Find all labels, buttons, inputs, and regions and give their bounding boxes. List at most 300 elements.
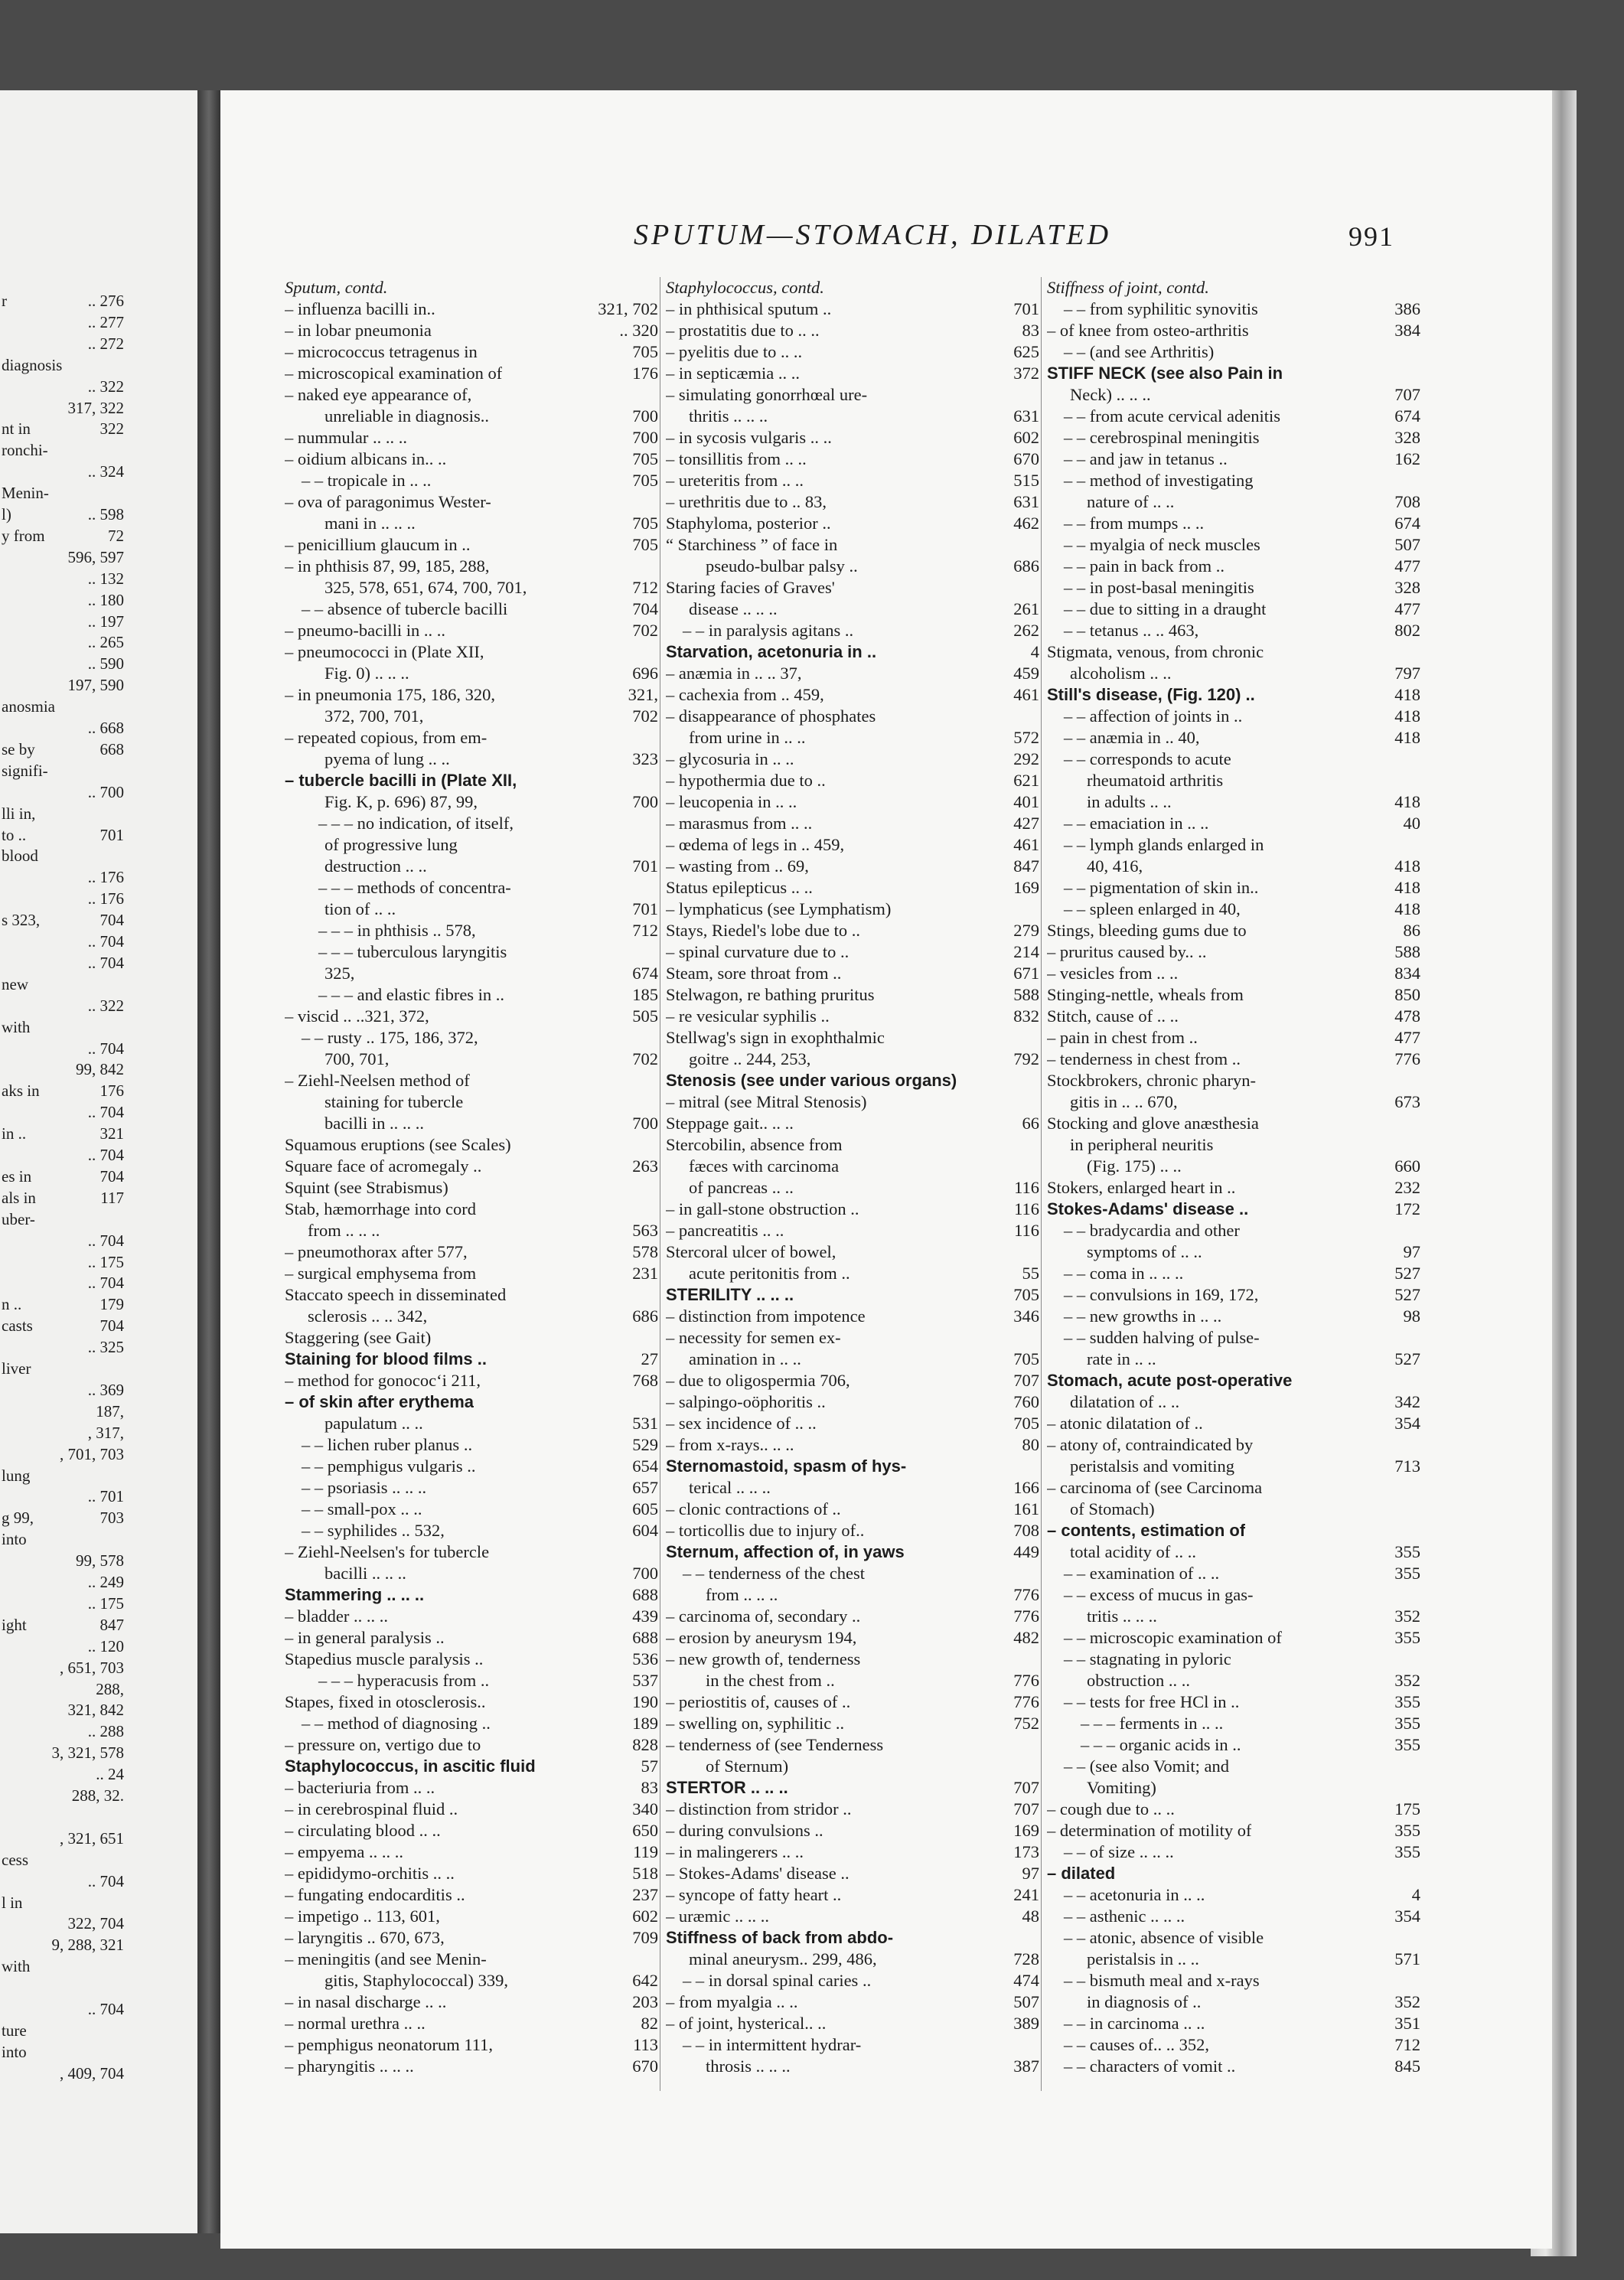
index-entry — [1047, 727, 1420, 749]
index-entry — [666, 1306, 1039, 1327]
index-entry-pages: 588 — [1394, 942, 1420, 961]
index-entry — [1047, 1563, 1420, 1584]
index-entry-term: – – – ferments in .. .. — [1081, 1714, 1224, 1733]
index-entry-term: – uræmic .. .. .. — [666, 1907, 769, 1926]
index-entry-pages: 418 — [1394, 899, 1420, 918]
index-entry — [285, 1906, 658, 1927]
index-entry-pages: 828 — [632, 1735, 658, 1754]
index-entry-term: 372, 700, 701, — [324, 706, 424, 726]
left-page-text: signifi- — [2, 761, 48, 780]
index-entry-pages: 80 — [1022, 1435, 1039, 1454]
index-entry-pages: 372 — [1013, 364, 1039, 383]
index-entry-term: – in phthisis 87, 99, 185, 288, — [285, 556, 490, 576]
index-entry — [666, 1156, 1039, 1177]
index-entry-pages: 707 — [1013, 1799, 1039, 1818]
index-entry-term: – – myalgia of neck muscles — [1064, 535, 1260, 554]
index-entry-pages: 847 — [1013, 856, 1039, 876]
index-entry-pages: 768 — [632, 1371, 658, 1390]
index-entry-pages: 850 — [1394, 985, 1420, 1004]
left-page-text: liver — [2, 1359, 31, 1378]
index-entry-pages: 162 — [1394, 449, 1420, 468]
index-entry — [285, 963, 658, 984]
index-entry — [666, 706, 1039, 727]
index-entry-term: acute peritonitis from .. — [689, 1264, 850, 1283]
index-entry-term: 700, 701, — [324, 1049, 390, 1068]
index-entry-term: – pancreatitis .. .. — [666, 1221, 784, 1240]
index-entry-pages: 605 — [632, 1499, 658, 1518]
index-entry-pages: 482 — [1013, 1628, 1039, 1647]
left-page-pages: 117 — [100, 1188, 124, 1207]
index-entry-term: throsis .. .. .. — [706, 2057, 791, 2076]
index-entry-pages: 328 — [1394, 428, 1420, 447]
left-page-pages: .. 120 — [87, 1636, 124, 1655]
index-entry-pages: 631 — [1013, 406, 1039, 426]
index-entry — [666, 1756, 1039, 1777]
index-entry-term: Stercobilin, absence from — [666, 1135, 843, 1154]
index-entry — [285, 1327, 658, 1349]
left-page-pages: 322, 704 — [67, 1914, 124, 1933]
index-entry — [1047, 941, 1420, 963]
index-entry-pages: 169 — [1013, 1821, 1039, 1840]
index-entry-pages — [654, 941, 658, 963]
index-entry — [285, 856, 658, 877]
left-page-text: l in — [2, 1893, 23, 1912]
index-entry-term: – pneumo-bacilli in .. .. — [285, 621, 445, 640]
index-entry — [666, 491, 1039, 513]
left-page-pages: .. 668 — [87, 719, 124, 737]
index-entry-pages: 321, — [628, 685, 658, 704]
index-entry-term: – – (see also Vomit; and — [1064, 1756, 1230, 1776]
index-entry-pages: 119 — [633, 1842, 658, 1861]
index-entry-pages: 507 — [1013, 1992, 1039, 2011]
index-entry-term: 325, — [324, 964, 355, 983]
index-entry-term: dilatation of .. .. — [1070, 1392, 1180, 1411]
index-entry — [666, 1177, 1039, 1199]
index-entry-pages — [1416, 1499, 1420, 1520]
index-entry-term: – – (and see Arthritis) — [1064, 342, 1215, 361]
index-entry-pages: 351 — [1394, 2014, 1420, 2033]
index-entry-pages: 97 — [1022, 1864, 1039, 1883]
index-entry-pages: 386 — [1394, 299, 1420, 318]
index-entry-term: Stocking and glove anæsthesia — [1047, 1114, 1259, 1133]
index-entry-term: – of joint, hysterical.. .. — [666, 2014, 827, 2033]
index-entry-term: thritis .. .. .. — [689, 406, 768, 426]
index-entry — [285, 577, 658, 599]
index-entry-term: – – stagnating in pyloric — [1064, 1649, 1231, 1668]
index-entry-term: – – convulsions in 169, 172, — [1064, 1285, 1259, 1304]
left-page-text: ture — [2, 2021, 27, 2040]
index-entry-term: – – pemphigus vulgaris .. — [302, 1456, 476, 1476]
index-entry — [1047, 663, 1420, 684]
left-page-text: aks in — [2, 1081, 40, 1101]
index-entry-term: – œdema of legs in .. 459, — [666, 835, 845, 854]
index-entry-term: Square face of acromegaly .. — [285, 1156, 482, 1176]
index-entry-term: Stinging-nettle, wheals from — [1047, 985, 1244, 1004]
index-entry — [1047, 1434, 1420, 1456]
index-entry-term: – sex incidence of .. .. — [666, 1414, 817, 1433]
index-entry — [666, 534, 1039, 556]
index-entry-term: – – from syphilitic synovitis — [1064, 299, 1258, 318]
index-entry — [666, 834, 1039, 856]
index-entry-pages — [1416, 363, 1420, 384]
index-entry-pages: 27 — [641, 1349, 658, 1368]
index-entry-term: amination in .. .. — [689, 1349, 801, 1368]
index-column-2 — [666, 277, 1039, 2077]
index-entry-term: – – – no indication, of itself, — [318, 814, 514, 833]
index-entry — [666, 641, 1039, 663]
index-entry — [666, 406, 1039, 427]
left-page-text: casts — [2, 1316, 33, 1336]
index-entry-pages: 712 — [1394, 2035, 1420, 2054]
index-entry — [1047, 984, 1420, 1006]
index-entry — [1047, 1027, 1420, 1049]
index-entry — [666, 1391, 1039, 1413]
index-entry-term: – – method of diagnosing .. — [302, 1714, 491, 1733]
index-entry-pages: 189 — [632, 1714, 658, 1733]
index-entry — [666, 1884, 1039, 1906]
index-entry — [666, 1734, 1039, 1756]
index-entry-pages: 702 — [632, 621, 658, 640]
index-entry — [1047, 877, 1420, 899]
index-entry-pages: 55 — [1022, 1264, 1039, 1283]
index-entry-term: – pain in chest from .. — [1047, 1028, 1198, 1047]
index-entry-pages: 650 — [632, 1821, 658, 1840]
index-entry-term: – – tests for free HCl in .. — [1064, 1692, 1240, 1711]
index-entry-pages — [1035, 2034, 1039, 2056]
index-entry — [285, 1670, 658, 1691]
index-entry — [1047, 1991, 1420, 2013]
index-entry — [666, 341, 1039, 363]
index-entry — [666, 1456, 1039, 1477]
index-entry-term: – necessity for semen ex- — [666, 1328, 841, 1347]
index-entry — [1047, 1691, 1420, 1713]
index-entry — [666, 1691, 1039, 1713]
index-entry — [1047, 406, 1420, 427]
index-entry-pages: 527 — [1394, 1349, 1420, 1368]
index-entry-pages: 355 — [1394, 1542, 1420, 1561]
index-entry-term: – tenderness in chest from .. — [1047, 1049, 1241, 1068]
index-entry-term: Stiffness of back from abdo- — [666, 1928, 894, 1947]
index-entry-pages: 261 — [1013, 599, 1039, 618]
index-entry-pages — [654, 770, 658, 791]
index-entry — [666, 1584, 1039, 1606]
index-entry — [285, 770, 658, 791]
index-entry-term: from urine in .. .. — [689, 728, 806, 747]
index-entry — [285, 663, 658, 684]
index-entry — [666, 920, 1039, 941]
left-page-pages: .. 176 — [87, 868, 124, 887]
index-entry — [1047, 363, 1420, 384]
index-entry-pages: 97 — [1403, 1242, 1420, 1261]
index-entry — [1047, 277, 1420, 298]
index-entry-pages — [1416, 1220, 1420, 1241]
index-entry — [285, 834, 658, 856]
index-entry-pages: 776 — [1013, 1585, 1039, 1604]
index-entry-pages: 728 — [1013, 1949, 1039, 1968]
index-entry-pages: 401 — [1013, 792, 1039, 811]
index-entry — [666, 1799, 1039, 1820]
index-entry-term: in adults .. .. — [1087, 792, 1172, 811]
index-entry-pages: 671 — [1013, 964, 1039, 983]
index-entry-term: – – from mumps .. .. — [1064, 514, 1205, 533]
index-entry-pages — [1035, 1091, 1039, 1113]
index-entry-term: tritis .. .. .. — [1087, 1606, 1157, 1626]
index-entry — [1047, 1327, 1420, 1349]
index-entry-term: – nummular .. .. .. — [285, 428, 407, 447]
index-entry-term: – – – tuberculous laryngitis — [318, 942, 507, 961]
index-entry-pages: 82 — [641, 2014, 658, 2033]
index-entry — [666, 1134, 1039, 1156]
index-entry — [285, 791, 658, 813]
index-entry-term: Stenosis (see under various organs) — [666, 1071, 957, 1090]
index-entry — [285, 1713, 658, 1734]
index-entry — [666, 577, 1039, 599]
left-page-pages: .. 704 — [87, 1231, 124, 1250]
index-entry-term: – viscid .. ..321, 372, — [285, 1006, 429, 1026]
index-entry-term: Stigmata, venous, from chronic — [1047, 642, 1264, 661]
index-entry-term: – – tetanus .. .. 463, — [1064, 621, 1199, 640]
index-entry-pages: 834 — [1394, 964, 1420, 983]
index-entry — [285, 1991, 658, 2013]
index-entry-pages — [654, 1177, 658, 1199]
index-entry-pages: 700 — [632, 406, 658, 426]
index-entry-term: alcoholism .. .. — [1070, 664, 1172, 683]
index-entry-pages — [1035, 706, 1039, 727]
index-entry — [1047, 1113, 1420, 1134]
index-entry-pages: 116 — [1014, 1178, 1039, 1197]
index-entry — [285, 1884, 658, 1906]
index-entry-pages: 686 — [632, 1306, 658, 1326]
index-entry — [285, 1199, 658, 1220]
index-entry — [666, 1027, 1039, 1049]
index-entry-term: – – atonic, absence of visible — [1064, 1928, 1264, 1947]
index-entry-term: – salpingo-oöphoritis .. — [666, 1392, 826, 1411]
index-entry-pages — [1035, 1070, 1039, 1091]
index-entry-term: obstruction .. .. — [1087, 1671, 1190, 1690]
index-entry-term: – in lobar pneumonia — [285, 321, 432, 340]
index-entry — [666, 1263, 1039, 1284]
index-entry-term: – tubercle bacilli in (Plate XII, — [285, 771, 517, 790]
index-entry-term: in diagnosis of .. — [1087, 1992, 1202, 2011]
index-entry-pages: 355 — [1394, 1564, 1420, 1583]
index-entry — [1047, 684, 1420, 706]
index-entry — [1047, 1456, 1420, 1477]
index-entry-pages: 461 — [1013, 835, 1039, 854]
left-page-pages: .. 704 — [87, 1274, 124, 1293]
index-entry-term: – – excess of mucus in gas- — [1064, 1585, 1254, 1604]
index-entry-term: – – – hyperacusis from .. — [318, 1671, 490, 1690]
index-entry — [666, 1563, 1039, 1584]
index-entry — [1047, 641, 1420, 663]
index-entry — [666, 941, 1039, 963]
index-entry — [285, 920, 658, 941]
index-entry-pages — [1035, 1649, 1039, 1670]
index-entry — [285, 1006, 658, 1027]
index-entry-pages: 355 — [1394, 1842, 1420, 1861]
index-entry — [1047, 1713, 1420, 1734]
left-page-pages: 321, 842 — [67, 1701, 124, 1720]
index-entry-pages: 702 — [632, 706, 658, 726]
index-entry-pages: 173 — [1013, 1842, 1039, 1861]
left-page-pages: .. 704 — [87, 1146, 124, 1164]
left-page-text: into — [2, 1530, 27, 1549]
left-page-pages: 704 — [99, 911, 124, 930]
index-entry — [1047, 470, 1420, 491]
left-page-text: g 99, — [2, 1509, 34, 1528]
index-entry — [1047, 1499, 1420, 1520]
index-entry-term: – atonic dilatation of .. — [1047, 1414, 1203, 1433]
index-entry-pages: 190 — [632, 1692, 658, 1711]
index-entry-pages: 279 — [1013, 921, 1039, 940]
index-entry-pages: 674 — [632, 964, 658, 983]
index-entry-term: – from x-rays.. .. .. — [666, 1435, 794, 1454]
index-entry-term: – – lichen ruber planus .. — [302, 1435, 473, 1454]
index-entry-pages: 702 — [632, 1049, 658, 1068]
index-entry-term: of Stomach) — [1070, 1499, 1155, 1518]
index-entry-term: of Sternum) — [706, 1756, 789, 1776]
index-entry-term: Status epilepticus .. .. — [666, 878, 813, 897]
index-entry-term: minal aneurysm.. 299, 486, — [689, 1949, 877, 1968]
index-entry-pages: 98 — [1403, 1306, 1420, 1326]
index-entry-term: Stab, hæmorrhage into cord — [285, 1199, 476, 1218]
index-entry — [1047, 1391, 1420, 1413]
index-entry — [285, 1349, 658, 1370]
index-entry-term: – – from acute cervical adenitis — [1064, 406, 1280, 426]
index-entry — [666, 1927, 1039, 1949]
index-entry-pages — [654, 384, 658, 406]
index-entry-pages: 169 — [1013, 878, 1039, 897]
index-entry — [666, 298, 1039, 320]
index-entry-pages: 707 — [1013, 1371, 1039, 1390]
index-entry-term: Staphyloma, posterior .. — [666, 514, 831, 533]
index-entry — [1047, 1756, 1420, 1777]
index-entry-pages: 355 — [1394, 1714, 1420, 1733]
index-entry — [666, 1049, 1039, 1070]
index-entry-pages — [1035, 384, 1039, 406]
left-page-text: lung — [2, 1466, 31, 1485]
left-page-pages: 847 — [99, 1615, 124, 1634]
index-entry — [666, 1199, 1039, 1220]
index-entry-pages: 700 — [632, 1114, 658, 1133]
index-entry-pages: 563 — [632, 1221, 658, 1240]
index-entry-term: – in cerebrospinal fluid .. — [285, 1799, 458, 1818]
index-entry — [1047, 491, 1420, 513]
index-entry-term: – – – and elastic fibres in .. — [318, 985, 505, 1004]
index-entry-term: Staphylococcus, in ascitic fluid — [285, 1756, 536, 1776]
index-entry-term: Fig. K, p. 696) 87, 99, — [324, 792, 478, 811]
index-entry-pages: 418 — [1394, 856, 1420, 876]
index-entry-term: – simulating gonorrhœal ure- — [666, 385, 868, 404]
index-entry — [666, 1499, 1039, 1520]
index-entry-term: – tenderness of (see Tenderness — [666, 1735, 884, 1754]
index-entry — [666, 384, 1039, 406]
index-entry — [285, 1820, 658, 1841]
index-entry-term: – – in intermittent hydrar- — [683, 2035, 862, 2054]
index-entry-pages — [1035, 1756, 1039, 1777]
index-entry-pages: 387 — [1013, 2057, 1039, 2076]
index-entry-pages: 172 — [1394, 1199, 1420, 1218]
index-entry-pages: 707 — [1394, 385, 1420, 404]
index-entry-term: Sternomastoid, spasm of hys- — [666, 1456, 907, 1476]
index-column-1 — [285, 277, 658, 2077]
index-entry-term: – cachexia from .. 459, — [666, 685, 824, 704]
index-entry — [1047, 577, 1420, 599]
index-entry — [1047, 1649, 1420, 1670]
index-entry-pages: 461 — [1013, 685, 1039, 704]
index-entry-term: mani in .. .. .. — [324, 514, 416, 533]
left-page-pages: 668 — [99, 739, 124, 758]
index-entry-term: – – sudden halving of pulse- — [1064, 1328, 1260, 1347]
index-entry — [285, 341, 658, 363]
index-entry — [285, 1263, 658, 1284]
index-entry — [285, 899, 658, 920]
index-entry-pages: 527 — [1394, 1264, 1420, 1283]
left-page-pages: .. 175 — [87, 1252, 124, 1271]
index-entry-term: of progressive lung — [324, 835, 458, 854]
index-entry-pages: 776 — [1394, 1049, 1420, 1068]
index-entry-term: – – and jaw in tetanus .. — [1064, 449, 1228, 468]
left-page-pages: 3, 321, 578 — [51, 1743, 124, 1763]
index-entry-term: – hypothermia due to .. — [666, 771, 826, 790]
index-entry-term: goitre .. 244, 253, — [689, 1049, 811, 1068]
index-entry-term: Stercoral ulcer of bowel, — [666, 1242, 836, 1261]
index-entry — [1047, 1520, 1420, 1541]
index-entry — [1047, 706, 1420, 727]
index-entry-pages — [1416, 1134, 1420, 1156]
index-entry-pages: 342 — [1394, 1392, 1420, 1411]
left-page-fragment — [0, 90, 197, 2233]
index-entry-pages: 776 — [1013, 1671, 1039, 1690]
left-page-pages: .. 325 — [87, 1338, 124, 1357]
index-entry-pages: 571 — [1394, 1949, 1420, 1968]
index-entry — [1047, 813, 1420, 834]
index-entry-pages: 625 — [1013, 342, 1039, 361]
left-page-text: new — [2, 974, 28, 993]
index-entry-pages: 705 — [1013, 1285, 1039, 1304]
index-entry — [1047, 2056, 1420, 2077]
index-entry-term: – empyema .. .. .. — [285, 1842, 403, 1861]
left-page-pages: .. 249 — [87, 1573, 124, 1591]
index-entry — [1047, 834, 1420, 856]
index-entry-term: – mitral (see Mitral Stenosis) — [666, 1092, 867, 1111]
index-entry — [285, 298, 658, 320]
index-entry — [1047, 899, 1420, 920]
index-entry-term: – – in carcinoma .. .. — [1064, 2014, 1205, 2033]
index-entry-pages — [654, 813, 658, 834]
index-entry-pages — [654, 556, 658, 577]
index-entry — [1047, 556, 1420, 577]
index-entry-term: – contents, estimation of — [1047, 1521, 1246, 1540]
page-number: 991 — [1348, 221, 1394, 252]
index-entry — [666, 770, 1039, 791]
index-entry — [285, 277, 658, 298]
index-entry-term: – distinction from impotence — [666, 1306, 866, 1326]
index-entry — [666, 1777, 1039, 1799]
index-entry-pages: 232 — [1394, 1178, 1420, 1197]
index-entry — [666, 2013, 1039, 2034]
index-entry-term: – in septicæmia .. .. — [666, 364, 800, 383]
index-entry-term: – syncope of fatty heart .. — [666, 1885, 842, 1904]
index-entry-pages: 66 — [1022, 1114, 1039, 1133]
index-entry-term: – – small-pox .. .. — [302, 1499, 422, 1518]
index-entry — [1047, 1177, 1420, 1199]
left-page-pages: , 651, 703 — [60, 1658, 124, 1677]
index-entry-pages: 531 — [632, 1414, 658, 1433]
left-page-text: uber- — [2, 1209, 35, 1228]
index-entry-term: – – rusty .. 175, 186, 372, — [302, 1028, 478, 1047]
index-entry-term: – surgical emphysema from — [285, 1264, 477, 1283]
index-entry — [1047, 320, 1420, 341]
